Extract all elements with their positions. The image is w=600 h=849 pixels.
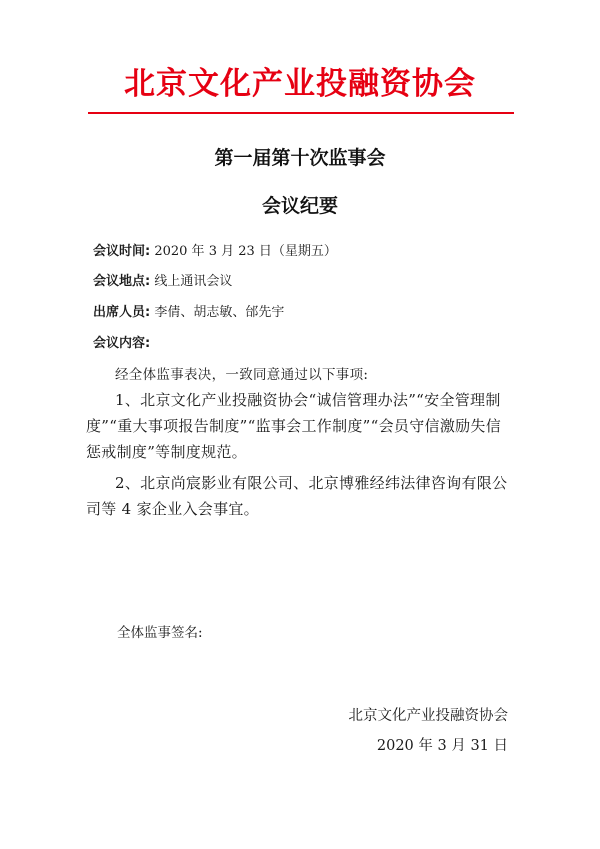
issue-date: 2020 年 3 月 31 日 <box>376 738 508 754</box>
document-subtitle: 会议纪要 <box>261 195 338 217</box>
meeting-time-row <box>93 243 337 261</box>
masthead-title: 北京文化产业投融资协会 <box>124 66 476 102</box>
meeting-content-row <box>93 335 150 353</box>
document-title: 第一届第十次监事会 <box>214 147 386 169</box>
attendees-value: 李倩、胡志敏、邰先宇 <box>154 305 285 320</box>
attendees-label: 出席人员: <box>93 305 151 320</box>
issuer-name: 北京文化产业投融资协会 <box>348 708 508 724</box>
resolution-intro: 经全体监事表决，一致同意通过以下事项: <box>115 367 369 383</box>
meeting-place-row <box>93 273 232 291</box>
attendees-row <box>93 304 284 322</box>
masthead-divider <box>88 112 514 114</box>
supervisors-signature-label: 全体监事签名: <box>117 625 203 641</box>
meeting-time-label: 会议时间: <box>93 244 151 259</box>
meeting-time-value: 2020 年 3 月 23 日（星期五） <box>154 244 337 259</box>
meeting-place-value: 线上通讯会议 <box>154 274 233 289</box>
resolution-item-2: 2、北京尚宸影业有限公司、北京博雅经纬法律咨询有限公司等 4 家企业入会事宜。 <box>86 474 508 518</box>
meeting-place-label: 会议地点: <box>93 274 151 289</box>
resolution-item-1: 1、北京文化产业投融资协会“诚信管理办法”“安全管理制度”“重大事项报告制度”“监事会工作制度”“会员守信激励失信惩戒制度”等制度规范。 <box>86 391 502 461</box>
meeting-content-label: 会议内容: <box>93 336 151 351</box>
